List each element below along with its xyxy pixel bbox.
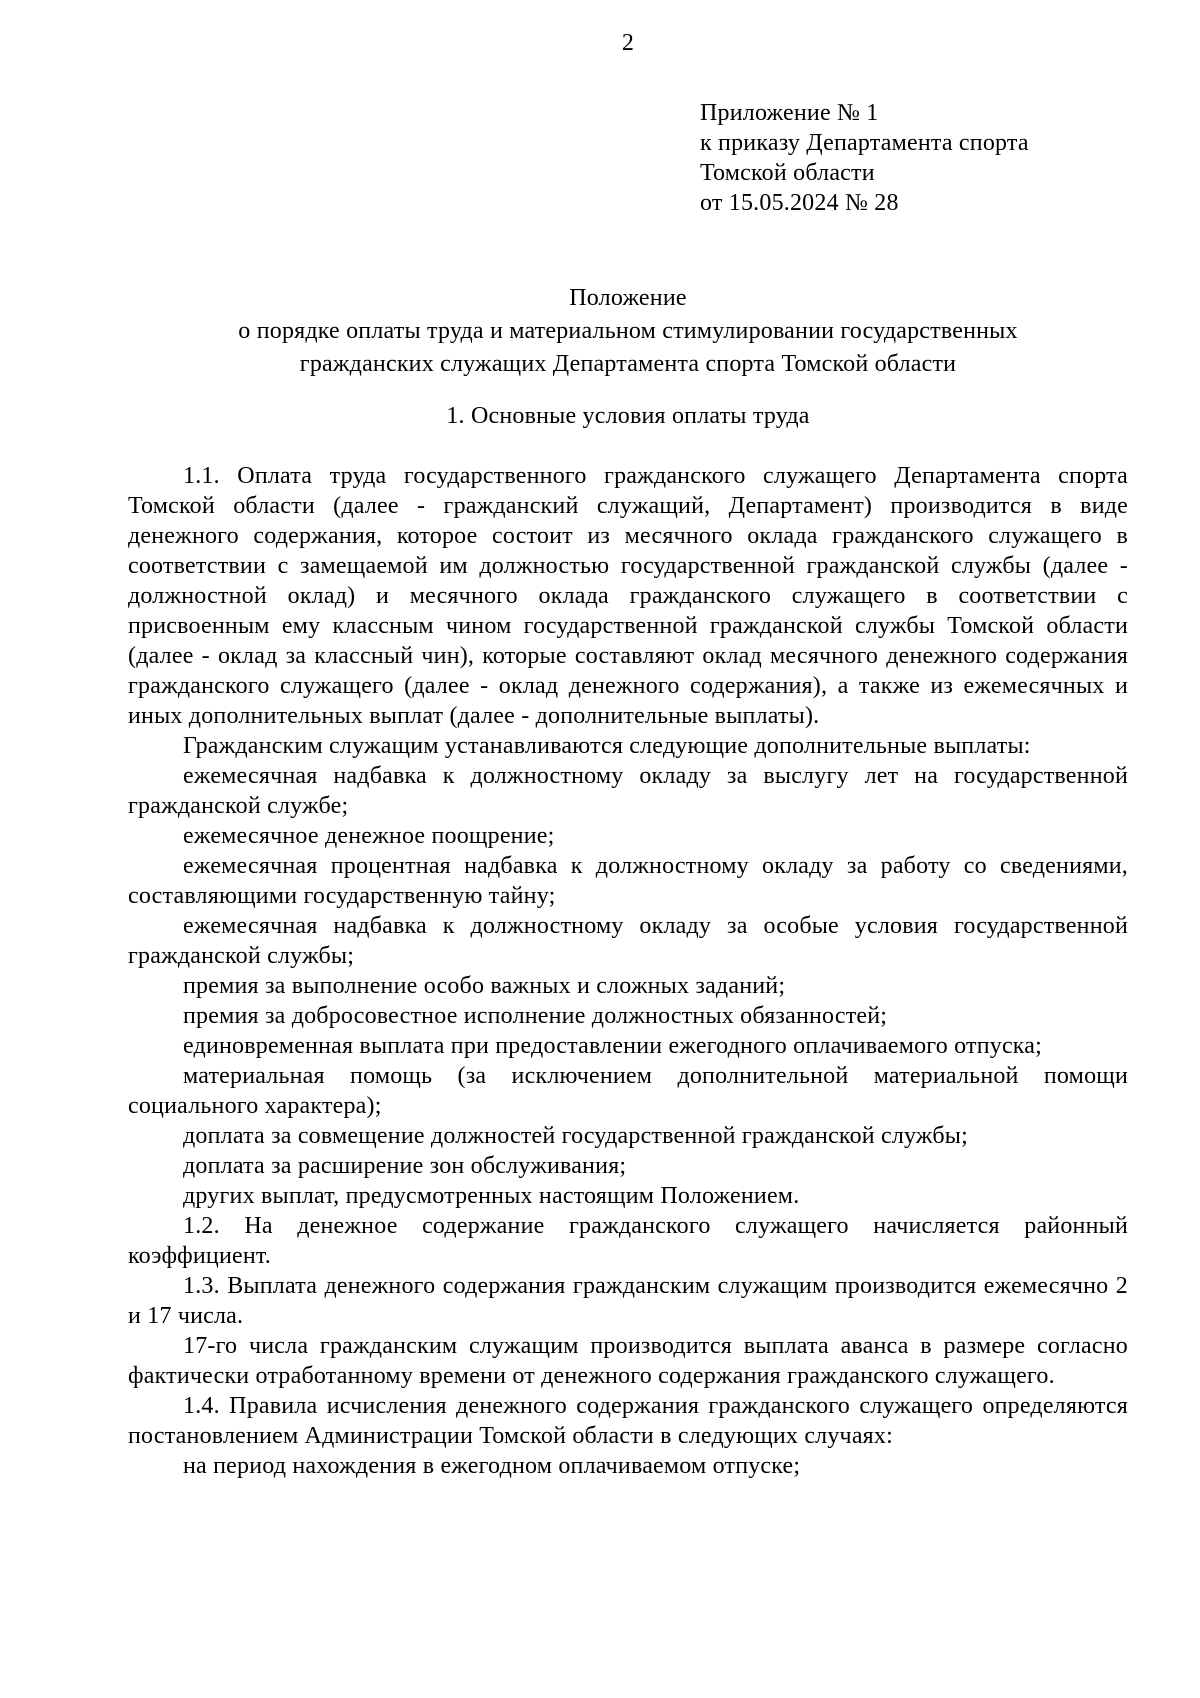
- appendix-line-number: Приложение № 1: [700, 100, 879, 126]
- list-item-important-tasks-bonus: премия за выполнение особо важных и сложных заданий;: [183, 973, 786, 999]
- paragraph-1-3: 1.3. Выплата денежного содержания гражданским служащим производится ежемесячно 2 и 17 числа.: [128, 1273, 1128, 1329]
- appendix-line-date: от 15.05.2024 № 28: [700, 190, 899, 216]
- list-item-special-conditions-allowance: ежемесячная надбавка к должностному окладу за особые условия государственной гражданской службы;: [128, 913, 1128, 969]
- page-number: 2: [621, 30, 635, 56]
- list-item-duties-bonus: премия за добросовестное исполнение должностных обязанностей;: [183, 1003, 888, 1029]
- paragraph-1-2: 1.2. На денежное содержание гражданского служащего начисляется районный коэффициент.: [128, 1213, 1128, 1269]
- list-item-seniority-allowance: ежемесячная надбавка к должностному окладу за выслугу лет на государственной гражданской службе;: [128, 763, 1128, 819]
- list-item-service-zone-payment: доплата за расширение зон обслуживания;: [183, 1153, 627, 1179]
- section-heading: 1. Основные условия оплаты труда: [446, 403, 810, 429]
- appendix-line-order: к приказу Департамента спорта: [700, 130, 1029, 156]
- list-item-annual-leave-case: на период нахождения в ежегодном оплачиваемом отпуске;: [183, 1453, 801, 1479]
- list-item-state-secret-allowance: ежемесячная процентная надбавка к должностному окладу за работу со сведениями, составляющими государственную тайну;: [128, 853, 1128, 909]
- list-item-post-combination-payment: доплата за совмещение должностей государственной гражданской службы;: [183, 1123, 968, 1149]
- paragraph-advance-payment: 17-го числа гражданским служащим производится выплата аванса в размере согласно фактически отработанному времени от денежного содержания гражданского служащего.: [128, 1333, 1128, 1389]
- document-title: [128, 282, 1128, 381]
- title-line-subtitle-2: гражданских служащих Департамента спорта Томской области: [299, 351, 957, 377]
- title-line-main: Положение: [569, 285, 687, 311]
- list-item-material-aid: материальная помощь (за исключением дополнительной материальной помощи социального характера);: [128, 1063, 1128, 1119]
- list-item-other-payments: других выплат, предусмотренных настоящим Положением.: [183, 1183, 800, 1209]
- appendix-block: [700, 98, 1128, 218]
- list-item-vacation-lump-sum: единовременная выплата при предоставлении ежегодного оплачиваемого отпуска;: [183, 1033, 1043, 1059]
- list-item-monthly-incentive: ежемесячное денежное поощрение;: [183, 823, 555, 849]
- paragraph-1-1: 1.1. Оплата труда государственного гражданского служащего Департамента спорта Томской области (далее - гражданский служащий, Департамент) производится в виде денежного содержания, которое состоит из месячного оклада гражданского служащего в соответствии с замещаемой им должностью государственной гражданской службы (далее - должностной оклад) и месячного оклада гражданского служащего в соответствии с присвоенным ему классным чином государственной гражданской службы Томской области (далее - оклад за классный чин), которые составляют оклад месячного денежного содержания гражданского служащего (далее - оклад денежного содержания), а также из ежемесячных и иных дополнительных выплат (далее - дополнительные выплаты).: [128, 463, 1128, 729]
- paragraph-additional-payments-intro: Гражданским служащим устанавливаются следующие дополнительные выплаты:: [183, 733, 1031, 759]
- title-line-subtitle-1: о порядке оплаты труда и материальном стимулировании государственных: [238, 318, 1018, 344]
- paragraph-1-4: 1.4. Правила исчисления денежного содержания гражданского служащего определяются постановлением Администрации Томской области в следующих случаях:: [128, 1393, 1128, 1449]
- document-body: [128, 461, 1128, 1481]
- appendix-line-region: Томской области: [700, 160, 875, 186]
